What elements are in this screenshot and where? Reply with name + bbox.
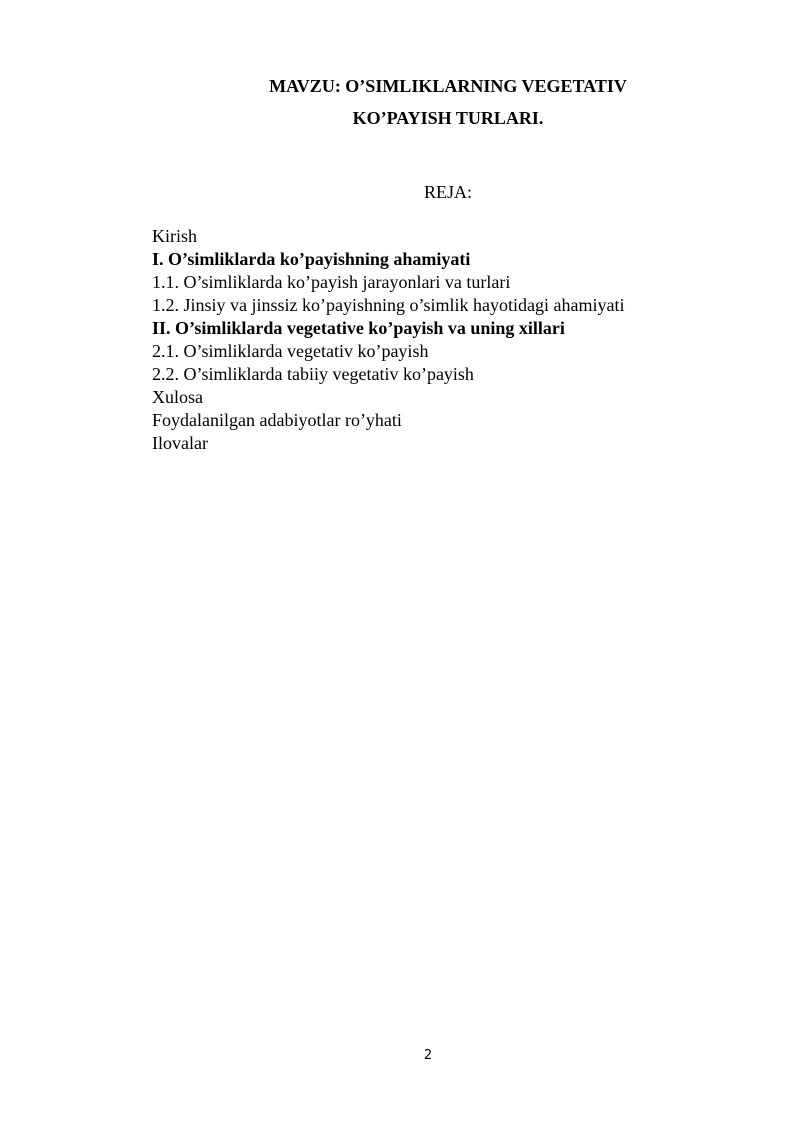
plan-item-references: Foydalanilgan adabiyotlar ro’yhati	[152, 410, 402, 430]
plan-item-section-2-1: 2.1. O’simliklarda vegetativ ko’payish	[152, 341, 429, 361]
plan-item-section-1-2: 1.2. Jinsiy va jinssiz ko’payishning o’simlik hayotidagi ahamiyati	[152, 295, 625, 315]
plan-item-section-2-2: 2.2. O’simliklarda tabiiy vegetativ ko’payish	[152, 364, 474, 384]
page-number: 2	[423, 1048, 433, 1063]
title-line-2: KO’PAYISH TURLARI.	[352, 108, 544, 128]
plan-item-section-1-1: 1.1. O’simliklarda ko’payish jarayonlari va turlari	[152, 272, 511, 292]
title-line-1: MAVZU: O’SIMLIKLARNING VEGETATIV	[269, 76, 627, 96]
plan-item-conclusion: Xulosa	[152, 387, 203, 407]
plan-item-introduction: Kirish	[152, 226, 197, 246]
plan-item-appendices: Ilovalar	[152, 433, 208, 453]
plan-list	[152, 225, 624, 455]
plan-item-chapter-1: I. O’simliklarda ko’payishning ahamiyati	[152, 249, 471, 269]
plan-heading: REJA:	[424, 182, 473, 202]
plan-item-chapter-2: II. O’simliklarda vegetative ko’payish va uning xillari	[152, 318, 565, 338]
